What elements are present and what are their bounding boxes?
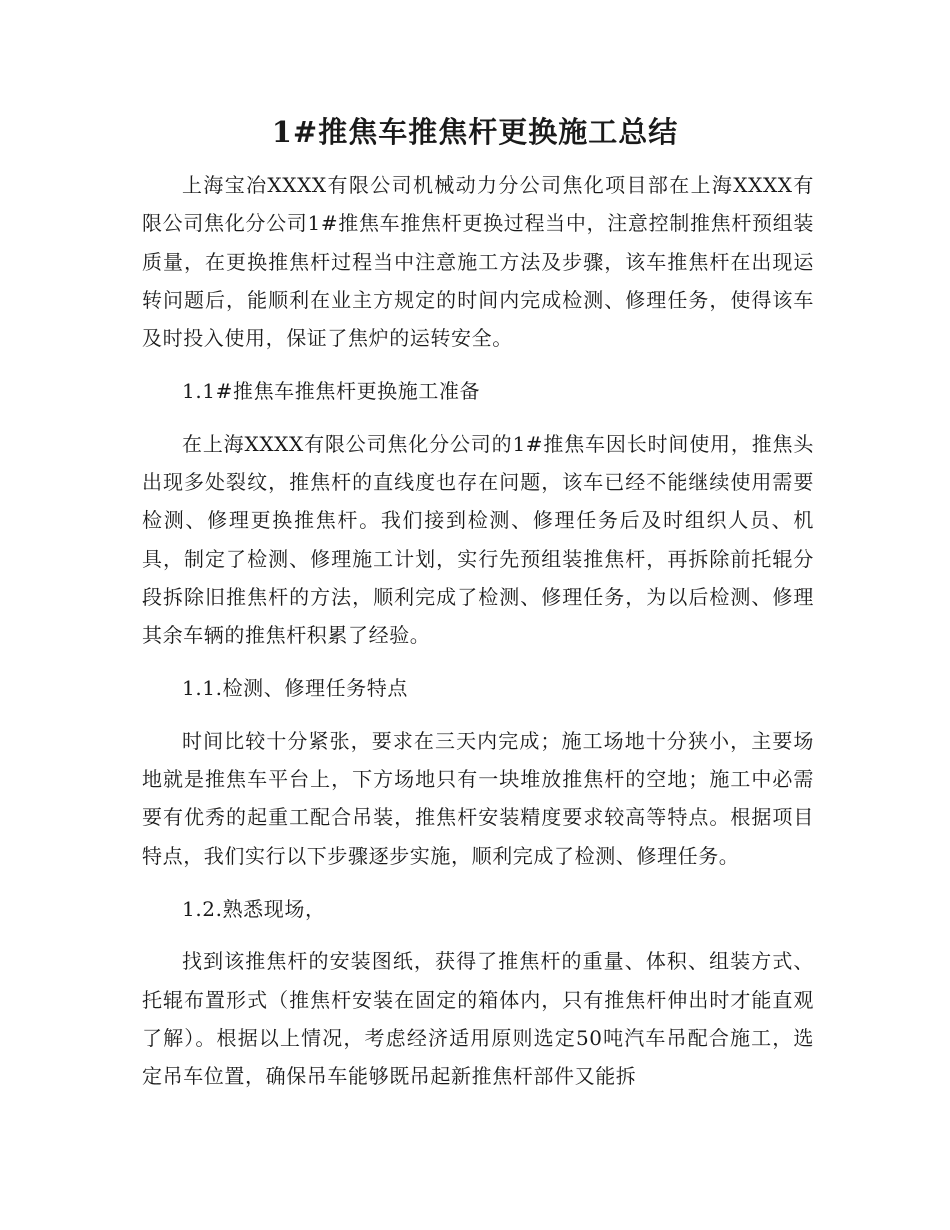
document-body bbox=[142, 166, 814, 1110]
section-heading-preparation: 1.1#推焦车推焦杆更换施工准备 bbox=[182, 378, 481, 403]
paragraph-preparation: 在上海XXXX有限公司焦化分公司的1#推焦车因长时间使用，推焦头出现多处裂纹，推焦杆的直线度也存在问题，该车已经不能继续使用需要检测、修理更换推焦杆。我们接到检测、修理任务后及时组织人员、机具，制定了检测、修理施工计划，实行先预组装推焦杆，再拆除前托辊分段拆除旧推焦杆的方法，顺利完成了检测、修理任务，为以后检测、修理其余车辆的推焦杆积累了经验。 bbox=[142, 431, 814, 648]
document-title: 1#推焦车推焦杆更换施工总结 bbox=[271, 115, 679, 149]
section-heading-task-features: 1.1.检测、修理任务特点 bbox=[182, 676, 408, 701]
paragraph-site-familiarization: 找到该推焦杆的安装图纸，获得了推焦杆的重量、体积、组装方式、托辊布置形式（推焦杆安装在固定的箱体内，只有推焦杆伸出时才能直观了解）。根据以上情况，考虑经济适用原则选定50吨汽车吊配合施工，选定吊车位置，确保吊车能够既吊起新推焦杆部件又能拆 bbox=[142, 949, 814, 1089]
section-heading-site-familiarization: 1.2.熟悉现场， bbox=[182, 896, 326, 921]
paragraph-intro: 上海宝冶XXXX有限公司机械动力分公司焦化项目部在上海XXXX有限公司焦化分公司1#推焦车推焦杆更换过程当中，注意控制推焦杆预组装质量，在更换推焦杆过程当中注意施工方法及步骤，该车推焦杆在出现运转问题后，能顺利在业主方规定的时间内完成检测、修理任务，使得该车及时投入使用，保证了焦炉的运转安全。 bbox=[142, 173, 814, 351]
paragraph-task-features: 时间比较十分紧张，要求在三天内完成；施工场地十分狭小，主要场地就是推焦车平台上，下方场地只有一块堆放推焦杆的空地；施工中必需要有优秀的起重工配合吊装，推焦杆安装精度要求较高等特点。根据项目特点，我们实行以下步骤逐步实施，顺利完成了检测、修理任务。 bbox=[142, 728, 814, 868]
